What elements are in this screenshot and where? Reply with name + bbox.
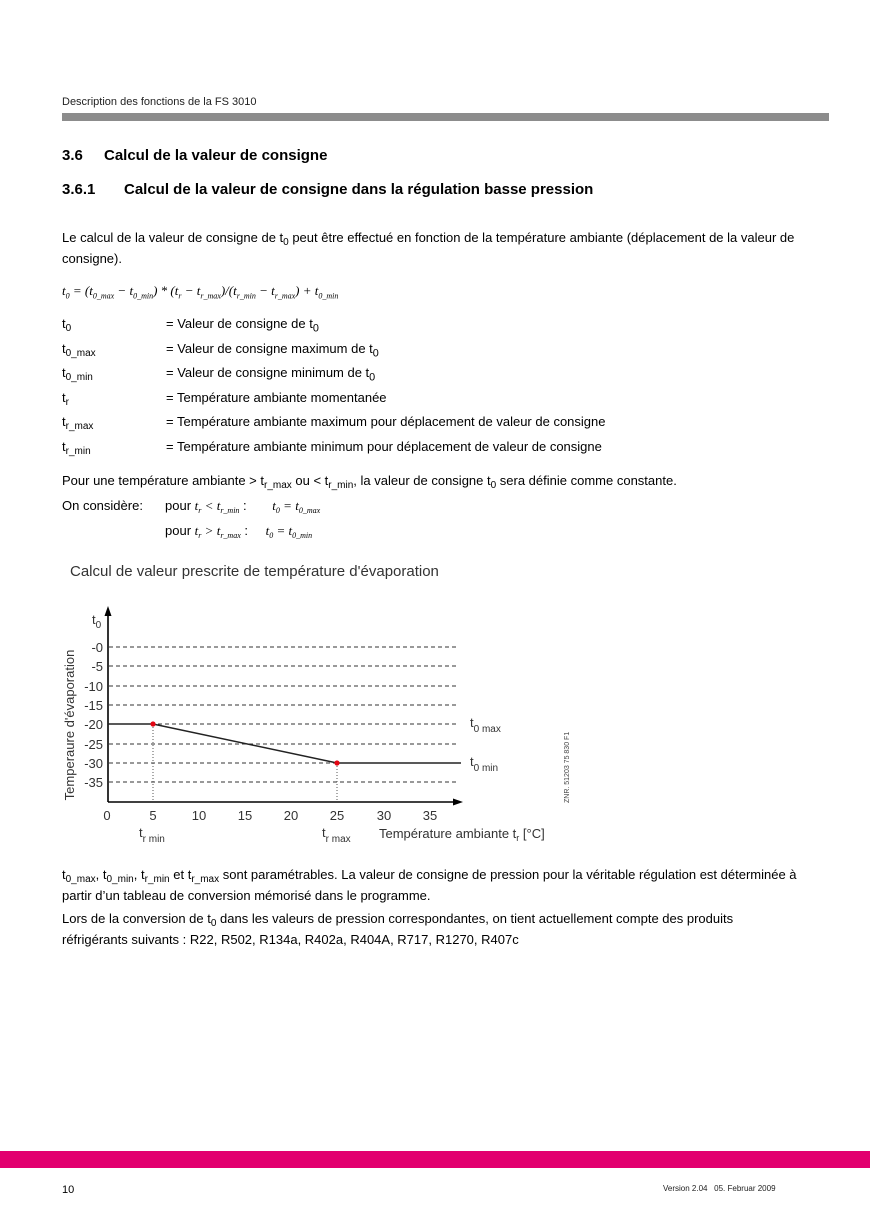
parameters-paragraph: $t_{0\_max}$, $t_{0\_min}$, $t_{r\_min}$ et $t_{r\_max}$ sont paramétrables. La valeur de consigne de pression pour la véritable régulation est déterminée à partir d’un tableau de conversion mémorisé dans le programme. (62, 867, 797, 903)
refrigerants-paragraph: Lors de la conversion de $t_0$ dans les valeurs de pression correspondantes, on tient actuellement compte des produits réfrigérants suivants : R22, R502, R134a, R402a, R404A, R717, R1270, R407c (62, 911, 734, 947)
grid-lines (109, 647, 458, 782)
label-tr-min: $t_{r min}$ (139, 825, 165, 845)
y-tick-labels (84, 640, 103, 790)
page-number: 10 (62, 1184, 75, 1196)
svg-text:-15: -15 (84, 698, 103, 713)
section-number: 3.6 (62, 147, 83, 164)
x-tick-labels (103, 808, 437, 823)
figure-reference-code: ZNR. 51203 75 830 F1 (564, 731, 571, 803)
conditions-label: On considère: (62, 498, 143, 513)
point-tr-min (150, 721, 155, 726)
svg-text:30: 30 (376, 808, 392, 823)
svg-text:-30: -30 (84, 756, 103, 771)
svg-text:-25: -25 (84, 737, 103, 752)
condition-case-1: On considère: pour $t_r < t_{r\_min}$ : $t_0 = t_{0\_max}$ (62, 498, 321, 515)
svg-text:10: 10 (191, 808, 207, 823)
svg-text:25: 25 (329, 808, 345, 823)
definition-symbol: $t_{0\_min}$ (62, 365, 93, 383)
definition-text: = Valeur de consigne minimum de $t_0$ (166, 365, 376, 384)
subsection-number: 3.6.1 (62, 181, 96, 198)
definition-text: = Valeur de consigne maximum de $t_0$ (166, 340, 379, 360)
svg-text:0: 0 (103, 808, 111, 823)
svg-text:35: 35 (422, 808, 438, 823)
svg-text:5: 5 (149, 808, 157, 823)
running-header: Description des fonctions de la FS 3010 (62, 96, 257, 108)
y-axis-symbol: $t_0$ (92, 612, 102, 631)
label-t0-min: $t_{0 min}$ (470, 754, 499, 774)
svg-text:-35: -35 (84, 775, 103, 790)
definition-symbol: $t_{r\_max}$ (62, 414, 94, 432)
chart-title: Calcul de valeur prescrite de température d'évaporation (70, 563, 439, 580)
definition-text: = Température ambiante minimum pour déplacement de valeur de consigne (166, 438, 602, 454)
y-axis-label: Temperaure d'évaporation (62, 649, 77, 801)
label-t0-max: $t_{0 max}$ (470, 715, 501, 735)
definition-symbol: $t_0$ (62, 316, 72, 334)
definition-symbol: $t_{0\_max}$ (62, 340, 96, 359)
condition-case-2: pour $t_r > t_{r\_max}$ : $t_0 = t_{0\_min}$ (165, 523, 313, 540)
intro-paragraph: Le calcul de la valeur de consigne de $t_0$ peut être effectué en fonction de la température ambiante (déplacement de la valeur de consigne). (62, 230, 795, 266)
constant-note: Pour une température ambiante > $t_{r\_max}$ ou < $t_{r\_min}$, la valeur de consigne $t_0$ sera définie comme constante. (62, 473, 677, 491)
definition-text: = Température ambiante maximum pour déplacement de valeur de consigne (166, 414, 606, 429)
svg-text:-20: -20 (84, 717, 103, 732)
definition-symbol: $t_{r\_min}$ (62, 438, 91, 457)
version-date: Version 2.04 05. Februar 2009 (663, 1184, 776, 1193)
subsection-title: Calcul de la valeur de consigne dans la régulation basse pression (124, 181, 594, 198)
svg-text:-5: -5 (91, 659, 103, 674)
svg-text:-10: -10 (84, 679, 103, 694)
setpoint-formula: $t_0 = (t_{0\_max} - t_{0\_min}) * (t_r - t_{r\_max})/(t_{r\_min} - t_{r\_max}) + t_{0\_min}$ (62, 283, 339, 301)
point-tr-max (334, 760, 339, 765)
svg-text:15: 15 (237, 808, 253, 823)
definition-text: = Température ambiante momentanée (166, 389, 387, 405)
footer-color-bar (0, 1151, 870, 1168)
svg-text:20: 20 (283, 808, 299, 823)
definition-text: = Valeur de consigne de $t_0$ (166, 316, 319, 335)
label-tr-max: $t_{r max}$ (322, 825, 351, 845)
x-axis-arrow-icon (453, 799, 463, 806)
definition-symbol: $t_r$ (62, 389, 69, 408)
x-axis-label: Température ambiante $t_r$ [°C] (379, 826, 545, 843)
section-title: Calcul de la valeur de consigne (104, 147, 328, 164)
y-axis-arrow-icon (105, 606, 112, 616)
svg-text:-0: -0 (91, 640, 103, 655)
